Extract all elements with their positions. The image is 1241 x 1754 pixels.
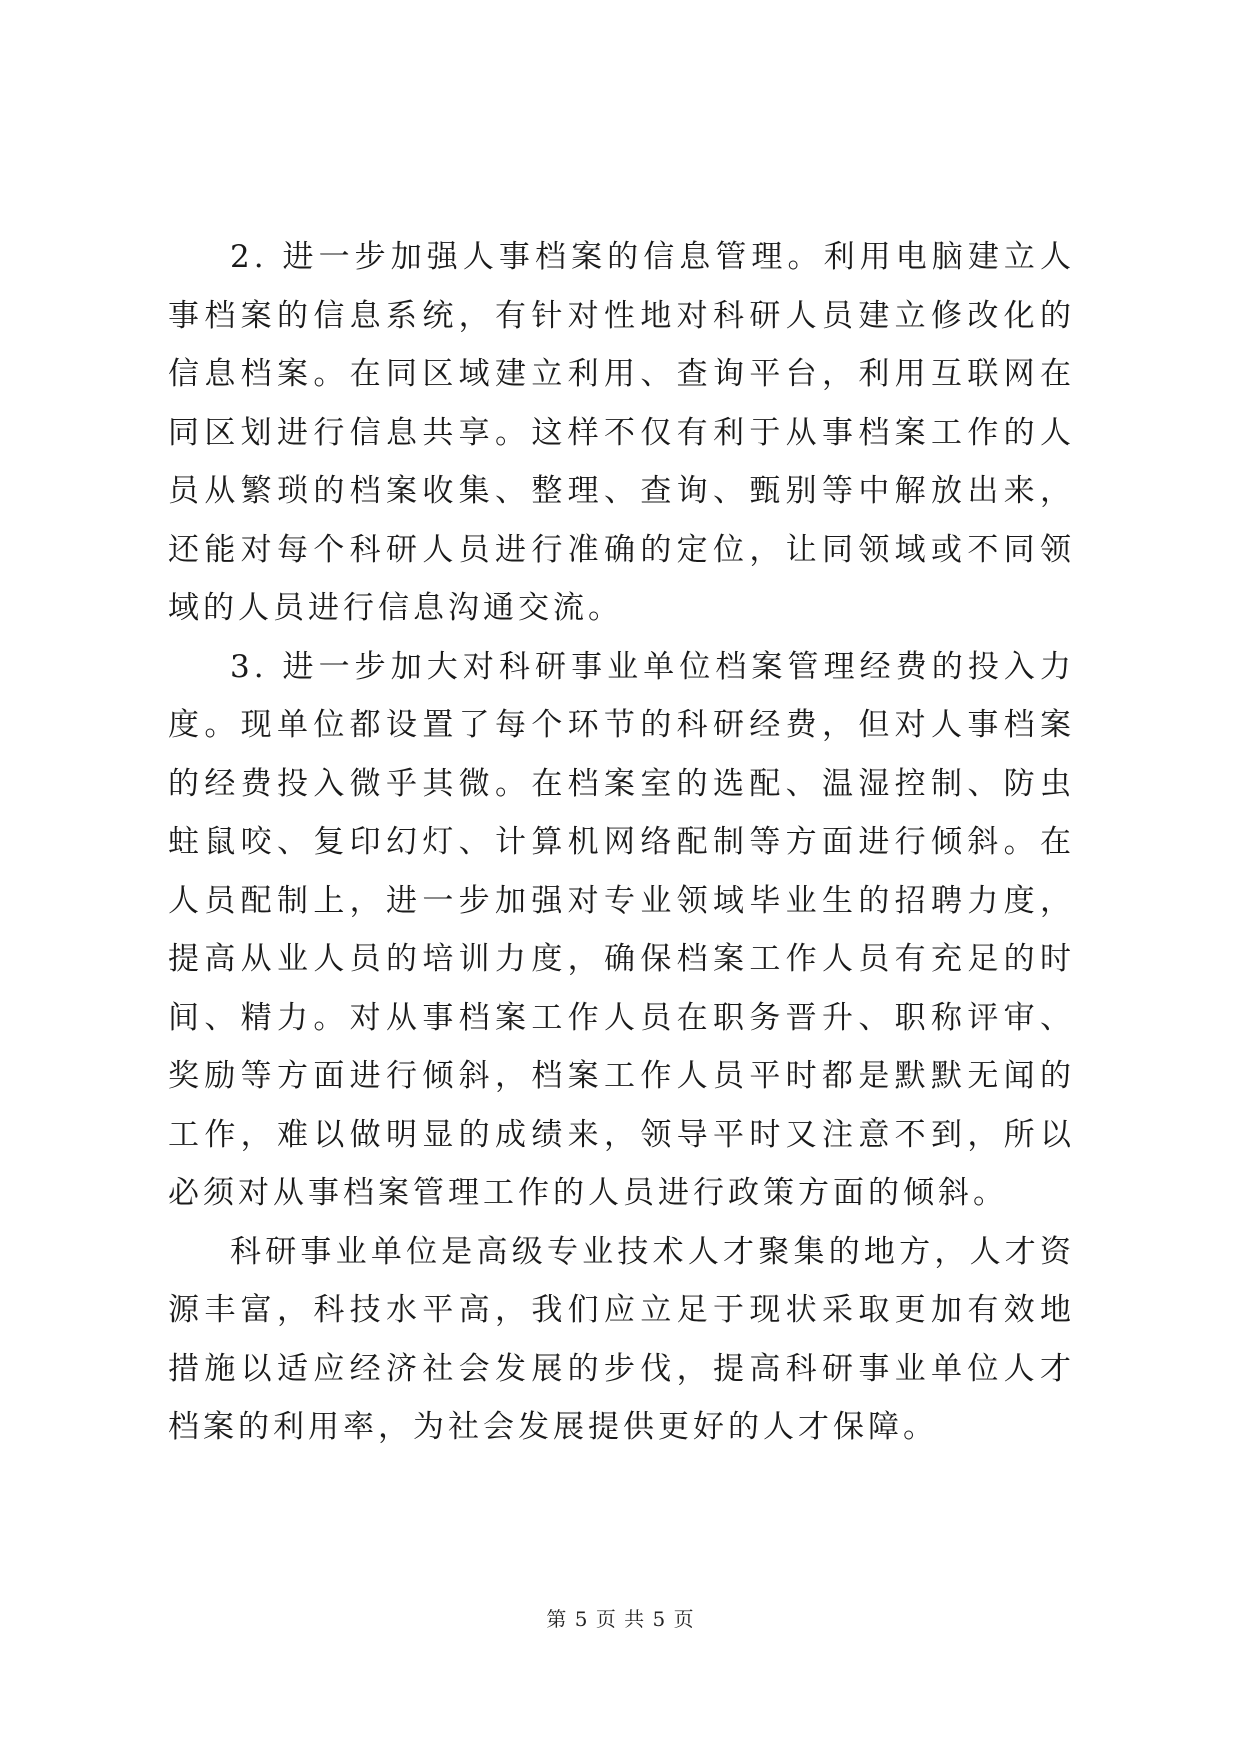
document-body: [168, 228, 1075, 1457]
paragraph-conclusion: 科研事业单位是高级专业技术人才聚集的地方，人才资源丰富，科技水平高，我们应立足于现状采取更加有效地措施以适应经济社会发展的步伐，提高科研事业单位人才档案的利用率，为社会发展提供更好的人才保障。: [168, 1233, 1075, 1445]
paragraph-funding-investment: 3. 进一步加大对科研事业单位档案管理经费的投入力度。现单位都设置了每个环节的科研经费，但对人事档案的经费投入微乎其微。在档案室的选配、温湿控制、防虫蛀鼠咬、复印幻灯、计算机网络配制等方面进行倾斜。在人员配制上，进一步加强对专业领域毕业生的招聘力度，提高从业人员的培训力度，确保档案工作人员有充足的时间、精力。对从事档案工作人员在职务晋升、职称评审、奖励等方面进行倾斜，档案工作人员平时都是默默无闻的工作，难以做明显的成绩来，领导平时又注意不到，所以必须对从事档案管理工作的人员进行政策方面的倾斜。: [168, 648, 1075, 1211]
paragraph-information-management: 2. 进一步加强人事档案的信息管理。利用电脑建立人事档案的信息系统，有针对性地对科研人员建立修改化的信息档案。在同区域建立利用、查询平台，利用互联网在同区划进行信息共享。这样不仅有利于从事档案工作的人员从繁琐的档案收集、整理、查询、甄别等中解放出来，还能对每个科研人员进行准确的定位，让同领域或不同领域的人员进行信息沟通交流。: [168, 239, 1075, 626]
page-number-footer: 第 5 页 共 5 页: [546, 1607, 695, 1631]
